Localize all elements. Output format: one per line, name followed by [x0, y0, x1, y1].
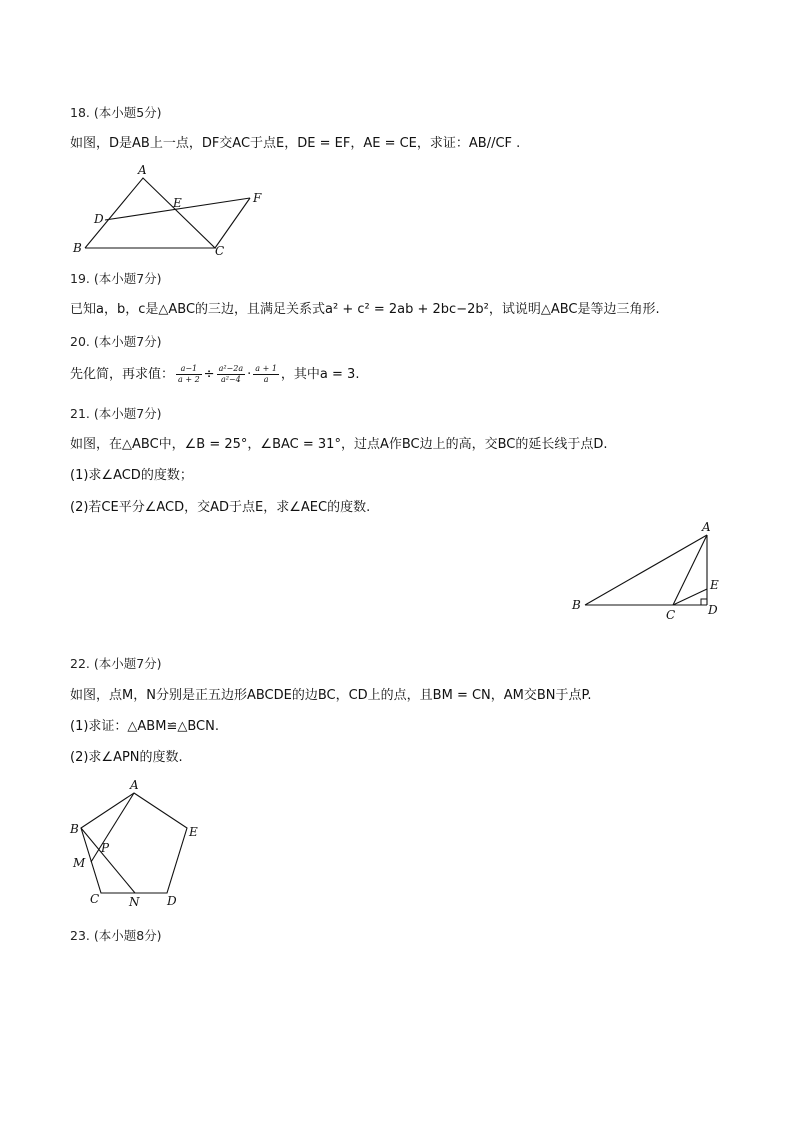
- q21-part1: (1)求∠ACD的度数；: [70, 468, 193, 483]
- label-c: C: [215, 244, 225, 258]
- label-m: M: [73, 856, 86, 870]
- segment-am: [91, 793, 134, 862]
- q19-text: 已知a，b，c是△ABC的三边，且满足关系式a² + c² = 2ab + 2bc−2b²，试说明△ABC是等边三角形.: [70, 302, 660, 317]
- label-n: N: [129, 895, 140, 909]
- q18-text: 如图，D是AB上一点，DF交AC于点E，DE = EF，AE = CE，求证：AB//CF .: [70, 136, 521, 151]
- q20-frac2-num: a²−2a: [218, 364, 244, 373]
- label-a: A: [138, 163, 147, 177]
- q20-frac1-num: a−1: [176, 364, 202, 375]
- q22-figure: [65, 775, 215, 910]
- label-d: D: [94, 212, 104, 226]
- label-a: A: [702, 520, 711, 534]
- q20-frac3-den: a: [263, 375, 269, 384]
- q20-fraction-2: [217, 364, 246, 385]
- label-c: C: [666, 608, 676, 622]
- label-d: D: [167, 894, 177, 908]
- label-b: B: [572, 598, 581, 612]
- q23-header: 23. (本小题8分): [70, 928, 162, 943]
- q22-text: 如图，点M，N分别是正五边形ABCDE的边BC，CD上的点，且BM = CN，AM交BN于点P.: [70, 688, 592, 703]
- q21-text: 如图，在△ABC中，∠B = 25°，∠BAC = 31°，过点A作BC边上的高，交BC的延长线于点D.: [70, 437, 608, 452]
- label-b: B: [70, 822, 79, 836]
- segment-ce: [673, 589, 707, 605]
- q20-frac1-den: a + 2: [178, 375, 200, 384]
- q21-part2: (2)若CE平分∠ACD，交AD于点E，求∠AEC的度数.: [70, 500, 371, 515]
- segment-bn: [81, 828, 135, 893]
- q20-fraction-3: [253, 364, 279, 385]
- q21-header: 21. (本小题7分): [70, 406, 162, 421]
- right-angle-mark: [701, 599, 707, 605]
- q20-frac3-num: a + 1: [255, 364, 277, 373]
- q18-header: 18. (本小题5分): [70, 105, 162, 120]
- q19-header: 19. (本小题7分): [70, 271, 162, 286]
- label-d: D: [708, 603, 718, 617]
- segment-cf: [215, 198, 250, 248]
- label-p: P: [101, 841, 110, 855]
- q22-header: 22. (本小题7分): [70, 656, 162, 671]
- label-e: E: [189, 825, 198, 839]
- label-e: E: [710, 578, 719, 592]
- q18-figure: [65, 160, 275, 260]
- segment-ca: [673, 535, 707, 605]
- q20-frac2-den: a²−4: [220, 375, 241, 384]
- q20-op2: ·: [247, 367, 252, 382]
- label-b: B: [73, 241, 82, 255]
- q20-text: [70, 362, 359, 388]
- q21-figure: [565, 515, 735, 625]
- label-c: C: [90, 892, 100, 906]
- segment-ba: [585, 535, 707, 605]
- pentagon-abcde: [81, 793, 187, 893]
- q22-part1: (1)求证：△ABM≌△BCN.: [70, 719, 219, 734]
- q22-part2: (2)求∠APN的度数.: [70, 750, 183, 765]
- label-f: F: [253, 191, 262, 205]
- q20-op1: ÷: [203, 367, 215, 382]
- q20-fraction-1: [176, 364, 202, 385]
- label-a: A: [130, 778, 139, 792]
- q20-suffix: ，其中a = 3.: [280, 367, 360, 382]
- q20-header: 20. (本小题7分): [70, 334, 162, 349]
- q20-prefix: 先化简，再求值：: [70, 367, 175, 382]
- label-e: E: [173, 196, 182, 210]
